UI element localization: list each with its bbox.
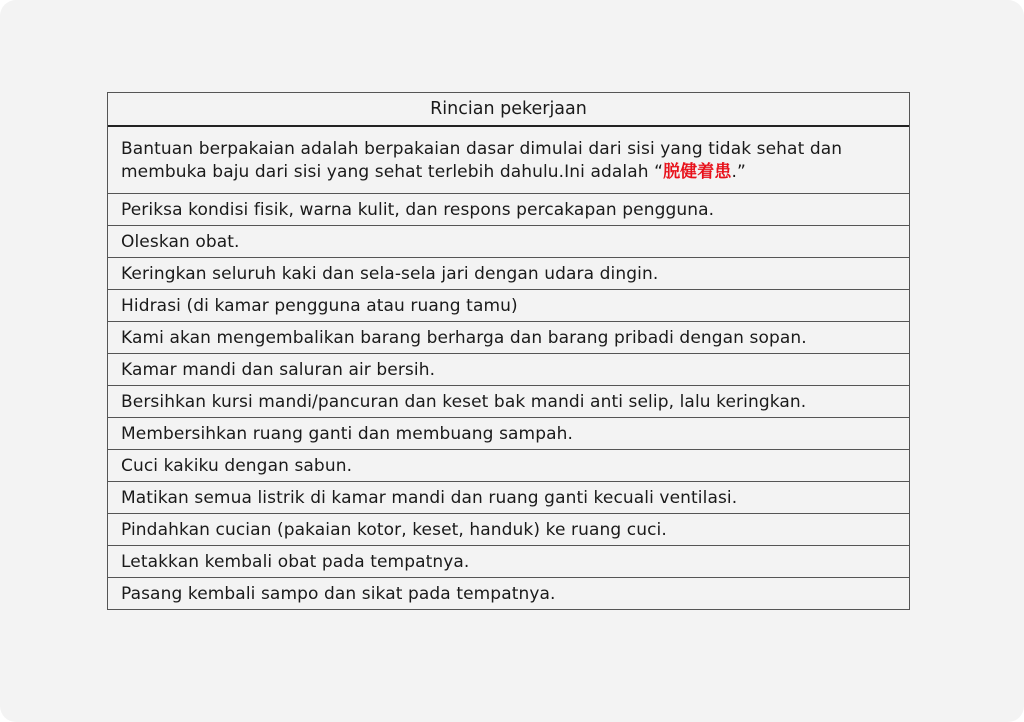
table-row: Cuci kakiku dengan sabun. <box>108 449 909 481</box>
intro-text-before: Bantuan berpakaian adalah berpakaian dasar dimulai dari sisi yang tidak sehat dan membuka baju dari sisi yang sehat terlebih dahulu.Ini adalah “ <box>121 138 843 182</box>
table-row: Bersihkan kursi mandi/pancuran dan keset bak mandi anti selip, lalu keringkan. <box>108 385 909 417</box>
table-header: Rincian pekerjaan <box>108 93 909 127</box>
task-details-table <box>107 92 910 610</box>
table-row: Oleskan obat. <box>108 225 909 257</box>
table-row: Matikan semua listrik di kamar mandi dan ruang ganti kecuali ventilasi. <box>108 481 909 513</box>
table-row: Pasang kembali sampo dan sikat pada tempatnya. <box>108 577 909 609</box>
intro-row <box>108 127 909 193</box>
intro-text-after: .” <box>731 161 746 182</box>
table-row: Hidrasi (di kamar pengguna atau ruang tamu) <box>108 289 909 321</box>
table-row: Periksa kondisi fisik, warna kulit, dan respons percakapan pengguna. <box>108 193 909 225</box>
intro-text <box>121 138 901 184</box>
table-row: Pindahkan cucian (pakaian kotor, keset, handuk) ke ruang cuci. <box>108 513 909 545</box>
table-row: Kami akan mengembalikan barang berharga dan barang pribadi dengan sopan. <box>108 321 909 353</box>
table-body <box>108 127 909 609</box>
table-row: Keringkan seluruh kaki dan sela-sela jari dengan udara dingin. <box>108 257 909 289</box>
highlight-term: 脱健着患 <box>663 161 732 182</box>
table-row: Kamar mandi dan saluran air bersih. <box>108 353 909 385</box>
table-row: Letakkan kembali obat pada tempatnya. <box>108 545 909 577</box>
table-row: Membersihkan ruang ganti dan membuang sampah. <box>108 417 909 449</box>
